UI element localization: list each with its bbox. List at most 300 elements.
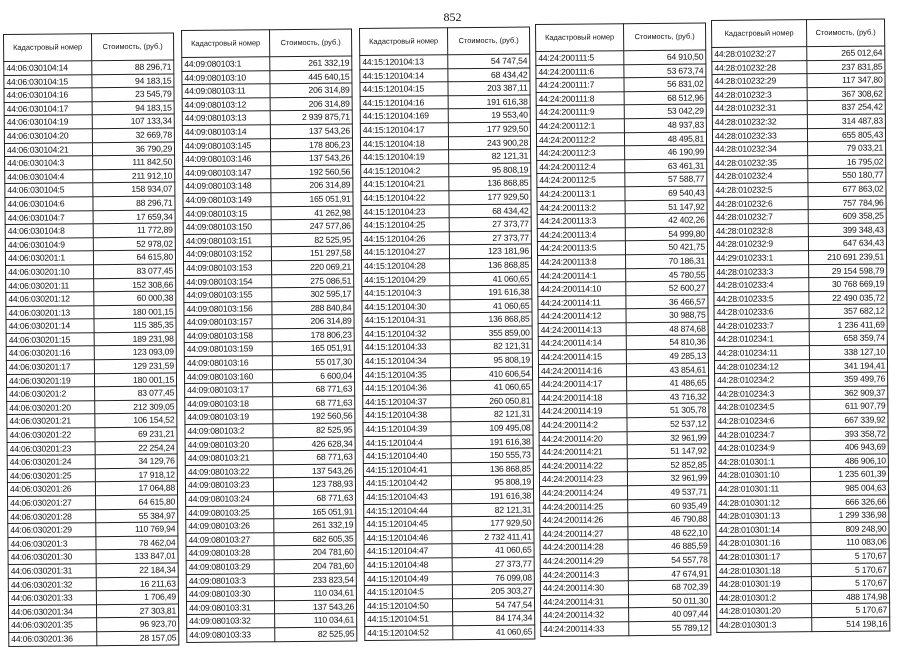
cadastral-number: 44:24:200114:24	[540, 486, 628, 500]
cost-value: 41 060,65	[450, 299, 532, 313]
cadastral-number: 44:09:080103:147	[183, 165, 271, 179]
cost-value: 83 077,45	[95, 386, 177, 400]
cadastral-number: 44:06:030201:23	[7, 441, 95, 455]
cost-value: 355 859,00	[450, 326, 532, 340]
table-row	[360, 95, 530, 110]
cost-value: 34 129,76	[95, 454, 177, 468]
cost-value: 49 285,13	[626, 349, 708, 363]
cost-value: 19 553,40	[448, 108, 530, 122]
cadastral-number: 44:28:010233:4	[714, 278, 809, 292]
cost-value: 2 939 875,71	[270, 110, 352, 124]
cost-value: 204 781,60	[274, 545, 356, 559]
cadastral-number: 44:06:030201:27	[8, 496, 96, 510]
cadastral-number: 44:06:030104:6	[5, 197, 93, 211]
cadastral-number: 44:06:030201:35	[9, 618, 97, 632]
cadastral-number: 44:15:120104:31	[362, 313, 450, 327]
cost-value: 30 988,75	[626, 308, 708, 322]
cost-value: 115 385,35	[94, 318, 176, 332]
table-row	[182, 56, 352, 71]
table-row	[7, 441, 177, 456]
cadastral-number: 44:09:080103:157	[184, 315, 272, 329]
table-row	[364, 530, 534, 545]
table-row	[4, 74, 174, 89]
cost-value: 46 790,88	[628, 512, 710, 526]
cost-value: 609 358,25	[808, 209, 886, 223]
cadastral-number: 44:24:200114:15	[538, 350, 626, 364]
cadastral-number: 44:28:010234:1	[714, 332, 809, 346]
cost-value: 70 186,31	[626, 254, 708, 268]
cost-value: 55 017,30	[272, 355, 354, 369]
table-row	[185, 423, 355, 438]
cadastral-number: 44:09:080103:3	[186, 573, 274, 587]
cadastral-number: 44:09:080103:21	[185, 451, 273, 465]
cost-value: 123 788,93	[273, 477, 355, 491]
cadastral-number: 44:09:080103:145	[182, 138, 270, 152]
cadastral-number: 44:06:030201:11	[6, 278, 94, 292]
cadastral-number: 44:28:010234:5	[715, 400, 810, 414]
table-row	[182, 70, 352, 85]
cost-value: 43 854,61	[626, 363, 708, 377]
cadastral-number: 44:15:120104:49	[364, 571, 452, 585]
cadastral-number: 44:28:010232:5	[713, 183, 808, 197]
cost-value: 48 874,68	[626, 322, 708, 336]
cost-value: 68 771,63	[273, 396, 355, 410]
cadastral-number: 44:15:120104:26	[361, 231, 449, 245]
cadastral-number: 44:09:080103:26	[186, 519, 274, 533]
cadastral-number: 44:15:120104:45	[364, 517, 452, 531]
cost-value: 152 308,66	[94, 278, 176, 292]
cadastral-number: 44:15:120104:22	[361, 191, 449, 205]
cost-value: 111 842,50	[93, 155, 175, 169]
table-row	[186, 505, 356, 520]
cadastral-number: 44:15:120104:25	[361, 218, 449, 232]
cadastral-number: 44:09:080103:152	[183, 247, 271, 261]
cost-value: 2 732 411,41	[452, 530, 534, 544]
cost-value: 83 077,45	[94, 264, 176, 278]
cost-value: 54 747,54	[448, 54, 530, 68]
table-row	[536, 50, 706, 65]
cadastral-number: 44:24:200112:1	[536, 119, 624, 133]
table-row	[363, 435, 533, 450]
cadastral-number: 44:28:010233:3	[714, 264, 809, 278]
cadastral-number: 44:28:010301:17	[716, 550, 811, 564]
cost-value: 48 622,10	[628, 526, 710, 540]
header-number: Кадастровый номер	[536, 24, 624, 52]
header-row	[4, 33, 174, 61]
header-value: Стоимость, (руб.)	[270, 29, 352, 57]
cost-value: 46 190,99	[625, 145, 707, 159]
cost-value: 206 314,89	[270, 83, 352, 97]
table-row	[8, 590, 178, 605]
cadastral-number: 44:28:010232:33	[712, 128, 807, 142]
cadastral-number: 44:06:030201:16	[6, 346, 94, 360]
cadastral-number: 44:28:010232:7	[713, 210, 808, 224]
table-row	[363, 475, 533, 490]
cost-value: 158 934,07	[93, 182, 175, 196]
cost-value: 133 847,01	[96, 549, 178, 563]
cost-value: 809 248,90	[811, 522, 889, 536]
cadastral-number: 44:15:120104:19	[361, 150, 449, 164]
cost-value: 43 716,32	[627, 390, 709, 404]
cadastral-number: 44:24:200114:17	[539, 377, 627, 391]
cost-value: 60 000,38	[94, 291, 176, 305]
cost-value: 64 615,80	[93, 250, 175, 264]
table-row	[539, 471, 709, 486]
cost-value: 82 121,31	[450, 339, 532, 353]
table-row	[540, 485, 710, 500]
cadastral-number: 44:06:030201:17	[6, 360, 94, 374]
table-row	[4, 128, 174, 143]
cadastral-number: 44:24:200114:21	[539, 445, 627, 459]
table-row	[185, 437, 355, 452]
cadastral-number: 44:15:120104:21	[361, 177, 449, 191]
cadastral-number: 44:06:030104:19	[4, 115, 92, 129]
cost-value: 666 326,66	[811, 495, 889, 509]
header-value: Стоимость, (руб.)	[92, 33, 174, 61]
cost-value: 177 929,50	[448, 122, 530, 136]
cost-value: 94 183,15	[92, 74, 174, 88]
cadastral-number: 44:15:120104:30	[362, 299, 450, 313]
cost-value: 677 863,02	[808, 182, 886, 196]
cadastral-table-2	[181, 29, 357, 643]
cost-value: 192 560,56	[273, 409, 355, 423]
cadastral-number: 44:24:200111:5	[536, 51, 624, 65]
cadastral-number: 44:15:120104:28	[362, 259, 450, 273]
cadastral-number: 44:28:010233:7	[714, 319, 809, 333]
cadastral-number: 44:24:200114:11	[538, 295, 626, 309]
cadastral-number: 44:09:080103:13	[182, 111, 270, 125]
cost-value: 406 943,69	[810, 440, 888, 454]
cost-value: 41 262,98	[271, 206, 353, 220]
cadastral-number: 44:06:030201:13	[6, 305, 94, 319]
cadastral-number: 44:28:010234:9	[715, 441, 810, 455]
cost-value: 107 133,34	[92, 114, 174, 128]
cadastral-table-3	[359, 27, 535, 641]
cadastral-number: 44:09:080103:14	[182, 125, 270, 139]
cost-value: 410 606,54	[450, 367, 532, 381]
cost-value: 68 771,63	[274, 491, 356, 505]
cost-value: 94 183,15	[92, 101, 174, 115]
cost-value: 837 254,42	[807, 100, 885, 114]
cadastral-number: 44:24:200114:3	[540, 567, 628, 581]
cadastral-number: 44:28:010301:10	[715, 468, 810, 482]
cost-value: 41 060,65	[452, 543, 534, 557]
cadastral-number: 44:28:010232:34	[713, 142, 808, 156]
cost-value: 137 543,26	[273, 464, 355, 478]
table-row	[363, 462, 533, 477]
cost-value: 51 305,78	[627, 403, 709, 417]
cadastral-number: 44:15:120104:13	[360, 55, 448, 69]
cost-value: 393 358,72	[810, 427, 888, 441]
cost-value: 243 900,28	[448, 136, 530, 150]
table-row	[364, 557, 534, 572]
table-row	[8, 604, 178, 619]
cost-value: 178 806,23	[270, 138, 352, 152]
cadastral-number: 44:15:120104:4	[363, 435, 451, 449]
table-row	[364, 503, 534, 518]
cadastral-number: 44:24:200114:16	[538, 363, 626, 377]
cadastral-number: 44:15:120104:29	[362, 272, 450, 286]
table-row	[361, 204, 531, 219]
cadastral-number: 44:06:030201:10	[6, 265, 94, 279]
cadastral-number: 44:24:200112:3	[537, 146, 625, 160]
cost-value: 82 121,31	[452, 503, 534, 517]
cadastral-number: 44:06:030201:31	[8, 564, 96, 578]
cost-value: 68 434,42	[448, 68, 530, 82]
cost-value: 191 616,38	[448, 95, 530, 109]
cost-value: 488 174,98	[811, 590, 889, 604]
cost-value: 42 402,26	[625, 213, 707, 227]
cost-value: 54 999,80	[625, 227, 707, 241]
cost-value: 212 309,05	[95, 400, 177, 414]
cost-value: 682 605,35	[274, 532, 356, 546]
cadastral-number: 44:09:080103:2	[185, 424, 273, 438]
table-row	[186, 573, 356, 588]
cost-value: 60 935,49	[628, 499, 710, 513]
cadastral-number: 44:28:010232:3	[712, 87, 807, 101]
table-row	[540, 539, 710, 554]
cost-value: 203 387,11	[448, 81, 530, 95]
cadastral-number: 44:06:030201:12	[6, 292, 94, 306]
cadastral-number: 44:06:030201:2	[7, 387, 95, 401]
cost-value: 17 064,88	[95, 481, 177, 495]
cost-value: 191 616,38	[451, 435, 533, 449]
header-row	[360, 27, 530, 55]
cost-value: 63 461,31	[625, 159, 707, 173]
header-number: Кадастровый номер	[182, 30, 270, 58]
table-row	[182, 124, 352, 139]
cadastral-number: 44:06:030201:34	[8, 604, 96, 618]
cost-value: 54 747,54	[452, 598, 534, 612]
cadastral-number: 44:06:030201:33	[8, 591, 96, 605]
cost-value: 95 808,19	[450, 353, 532, 367]
table-row	[360, 81, 530, 96]
cost-value: 211 912,10	[93, 169, 175, 183]
cost-value: 261 332,19	[274, 518, 356, 532]
cost-value: 68 702,39	[628, 580, 710, 594]
table-row	[540, 594, 710, 609]
header-number: Кадастровый номер	[712, 20, 807, 48]
cadastral-number: 44:09:080103:15	[183, 206, 271, 220]
cost-value: 189 231,98	[94, 332, 176, 346]
table-row	[360, 136, 530, 151]
table-row	[5, 155, 175, 170]
cadastral-number: 44:15:120104:33	[362, 340, 450, 354]
cost-value: 17 918,12	[95, 468, 177, 482]
table-row	[540, 499, 710, 514]
cost-value: 82 525,95	[273, 423, 355, 437]
cost-value: 48 937,83	[624, 118, 706, 132]
table-row	[8, 563, 178, 578]
cadastral-number: 44:28:010301:3	[717, 618, 812, 632]
cost-value: 220 069,21	[272, 260, 354, 274]
cost-value: 52 537,12	[627, 417, 709, 431]
table-row	[8, 522, 178, 537]
cost-value: 550 180,77	[808, 168, 886, 182]
cost-value: 49 537,71	[628, 485, 710, 499]
table-row	[540, 526, 710, 541]
table-row	[182, 138, 352, 153]
cadastral-number: 44:24:200113:2	[537, 200, 625, 214]
cost-value: 82 121,31	[451, 407, 533, 421]
cadastral-number: 44:24:200113:1	[537, 187, 625, 201]
cost-value: 204 781,60	[274, 559, 356, 573]
cost-value: 84 174,34	[453, 611, 535, 625]
cadastral-number: 44:09:080103:28	[186, 546, 274, 560]
cost-value: 192 560,56	[271, 165, 353, 179]
cost-value: 302 595,17	[272, 287, 354, 301]
cost-value: 357 682,12	[809, 304, 887, 318]
cadastral-number: 44:24:200111:8	[536, 92, 624, 106]
cadastral-number: 44:28:010301:18	[716, 563, 811, 577]
cadastral-number: 44:15:120104:50	[364, 598, 452, 612]
cadastral-number: 44:28:010234:3	[715, 386, 810, 400]
cadastral-number: 44:24:200114:14	[538, 336, 626, 350]
table-row	[537, 172, 707, 187]
cadastral-number: 44:06:030201:32	[8, 577, 96, 591]
cadastral-number: 44:28:010301:14	[716, 522, 811, 536]
cost-value: 137 543,26	[271, 151, 353, 165]
cost-value: 1 236 411,69	[809, 318, 887, 332]
cadastral-number: 44:15:120104:18	[360, 136, 448, 150]
cadastral-number: 44:09:080103:31	[186, 600, 274, 614]
cost-value: 32 961,99	[627, 431, 709, 445]
cost-value: 52 978,02	[93, 237, 175, 251]
cost-value: 117 347,80	[807, 73, 885, 87]
cadastral-number: 44:09:080103:12	[182, 98, 270, 112]
cadastral-number: 44:15:120104:17	[360, 123, 448, 137]
table-row	[536, 104, 706, 119]
table-row	[540, 512, 710, 527]
cost-value: 260 050,81	[451, 394, 533, 408]
cadastral-number: 44:09:080103:20	[185, 437, 273, 451]
cost-value: 5 170,67	[811, 576, 889, 590]
cadastral-number: 44:06:030104:17	[4, 102, 92, 116]
cost-value: 106 154,52	[95, 413, 177, 427]
header-number: Кадастровый номер	[4, 34, 92, 62]
cost-value: 16 211,63	[96, 577, 178, 591]
cost-value: 27 303,81	[96, 604, 178, 618]
cost-value: 1 706,49	[96, 590, 178, 604]
cadastral-number: 44:24:200114:33	[541, 622, 629, 636]
table-row	[5, 196, 175, 211]
cadastral-number: 44:06:030104:9	[5, 237, 93, 251]
table-row	[8, 495, 178, 510]
cost-value: 136 868,85	[449, 176, 531, 190]
header-value: Стоимость, (руб.)	[624, 23, 706, 51]
cost-value: 95 808,19	[451, 475, 533, 489]
table-row	[4, 114, 174, 129]
table-row	[541, 607, 711, 622]
header-row	[182, 29, 352, 57]
cadastral-number: 44:24:200114:10	[538, 282, 626, 296]
cost-value: 68 512,96	[624, 91, 706, 105]
cadastral-number: 44:24:200114:28	[540, 540, 628, 554]
cadastral-number: 44:09:080103:29	[186, 560, 274, 574]
cadastral-number: 44:24:200111:9	[536, 105, 624, 119]
cadastral-number: 44:09:080103:19	[185, 410, 273, 424]
cadastral-number: 44:28:010232:8	[713, 223, 808, 237]
tables-area	[0, 24, 905, 644]
cadastral-number: 44:15:120104:40	[363, 449, 451, 463]
cadastral-number: 44:28:010232:31	[712, 101, 807, 115]
table-row	[361, 149, 531, 164]
cadastral-number: 44:24:200114:19	[539, 404, 627, 418]
cadastral-number: 44:09:080103:25	[186, 505, 274, 519]
cost-value: 82 121,31	[449, 149, 531, 163]
table-row	[183, 206, 353, 221]
cadastral-number: 44:09:080103:154	[184, 274, 272, 288]
cost-value: 177 929,50	[452, 516, 534, 530]
cost-value: 40 097,44	[629, 607, 711, 621]
cost-value: 165 051,91	[271, 192, 353, 206]
cadastral-number: 44:15:120104:42	[363, 476, 451, 490]
cadastral-number: 44:06:030201:28	[8, 509, 96, 523]
cadastral-number: 44:09:080103:150	[183, 220, 271, 234]
cost-value: 96 923,70	[97, 617, 179, 631]
cadastral-number: 44:28:010301:19	[716, 577, 811, 591]
cost-value: 55 384,97	[96, 509, 178, 523]
cadastral-number: 44:24:200111:7	[536, 78, 624, 92]
cadastral-number: 44:06:030201:22	[7, 428, 95, 442]
table-row	[7, 468, 177, 483]
cadastral-number: 44:15:120104:16	[360, 96, 448, 110]
cost-value: 50 421,75	[625, 240, 707, 254]
cost-value: 88 296,71	[93, 196, 175, 210]
table-row	[182, 110, 352, 125]
cadastral-number: 44:06:030201:3	[8, 536, 96, 550]
cost-value: 165 051,91	[274, 505, 356, 519]
table-row	[365, 625, 535, 640]
cadastral-number: 44:28:010301:2	[716, 590, 811, 604]
cost-value: 123 093,09	[94, 345, 176, 359]
cadastral-number: 44:06:030201:25	[7, 469, 95, 483]
cadastral-number: 44:09:080103:17	[185, 383, 273, 397]
cadastral-number: 44:09:080103:156	[184, 301, 272, 315]
cost-value: 5 170,67	[811, 549, 889, 563]
cadastral-number: 44:06:030104:3	[5, 156, 93, 170]
cost-value: 667 339,92	[810, 413, 888, 427]
cadastral-number: 44:28:010232:27	[712, 47, 807, 61]
table-row	[717, 617, 890, 632]
table-row	[8, 536, 178, 551]
cost-value: 338 127,10	[809, 345, 887, 359]
cost-value: 17 659,34	[93, 210, 175, 224]
cadastral-number: 44:09:080103:23	[185, 478, 273, 492]
table-row	[537, 145, 707, 160]
cadastral-number: 44:15:120104:23	[361, 204, 449, 218]
cadastral-number: 44:15:120104:169	[360, 109, 448, 123]
cost-value: 180 001,15	[94, 373, 176, 387]
cadastral-number: 44:24:200113:8	[538, 255, 626, 269]
cadastral-number: 44:24:200113:5	[537, 241, 625, 255]
cadastral-number: 44:15:120104:51	[365, 612, 453, 626]
cost-value: 177 929,50	[449, 190, 531, 204]
cost-value: 206 314,89	[270, 97, 352, 111]
table-row	[536, 77, 706, 92]
cost-value: 22 490 035,72	[809, 291, 887, 305]
table-row	[4, 142, 174, 157]
cadastral-number: 44:09:080103:10	[182, 70, 270, 84]
cost-value: 82 525,95	[275, 627, 357, 641]
cadastral-number: 44:09:080103:149	[183, 193, 271, 207]
cadastral-number: 44:06:030201:14	[6, 319, 94, 333]
cadastral-number: 44:28:010301:20	[717, 604, 812, 618]
cadastral-table-1	[3, 33, 179, 647]
cost-value: 1 299 336,98	[811, 508, 889, 522]
table-row	[187, 613, 357, 628]
cost-value: 68 771,63	[273, 382, 355, 396]
